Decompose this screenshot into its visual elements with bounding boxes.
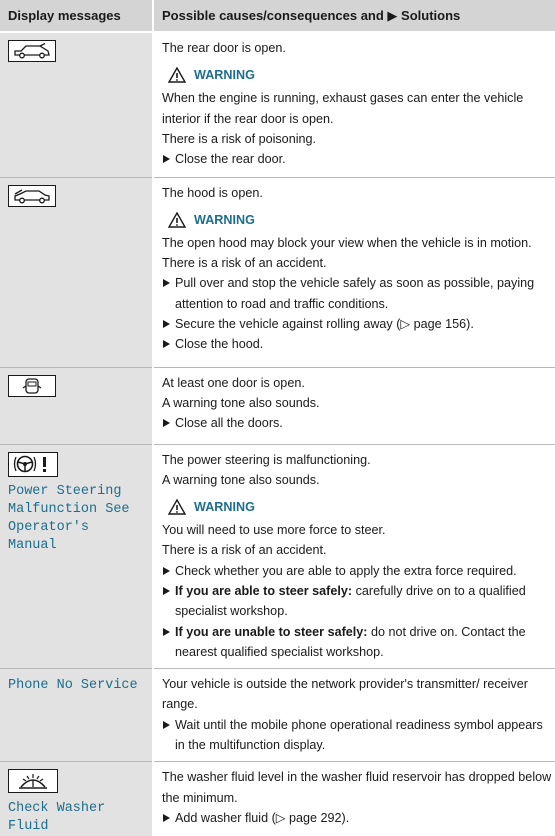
solution-bullet: Wait until the mobile phone operational readiness symbol appears in the multifunction display. (162, 715, 553, 756)
rear-door-open-icon (8, 40, 56, 62)
washer-fluid-icon (8, 769, 58, 793)
solution-bullet: Check whether you are able to apply the extra force required. (162, 561, 553, 581)
description-line: The rear door is open. (162, 41, 286, 55)
description-line: The washer fluid level in the washer fluid reservoir has dropped below the minimum. (162, 770, 552, 805)
description-cell (153, 669, 555, 762)
display-cell (0, 762, 153, 836)
description-line: Your vehicle is outside the network provider's transmitter/ receiver range. (162, 677, 528, 712)
table-row (0, 444, 555, 669)
table-row (0, 762, 555, 836)
solution-bullet: Close the rear door. (162, 149, 553, 169)
warning-text: The open hood may block your view when the vehicle is in motion. (162, 235, 532, 250)
column-header-causes-solutions: Possible causes/consequences and ▶ Solutions (153, 0, 555, 32)
steering-warning-icon (8, 452, 58, 477)
display-cell (0, 32, 153, 177)
solution-bullet: Close the hood. (162, 334, 553, 354)
display-message: Check Washer Fluid (8, 800, 106, 834)
description-line: The power steering is malfunctioning. (162, 452, 371, 467)
warning-label: WARNING (194, 68, 255, 83)
display-cell (0, 177, 153, 367)
warning-heading (168, 496, 553, 518)
description-line: A warning tone also sounds. (162, 395, 320, 410)
warning-text: There is a risk of an accident. (162, 256, 327, 271)
warning-triangle-icon (168, 67, 186, 83)
description-cell (153, 32, 555, 177)
warning-heading (168, 209, 553, 231)
door-open-icon (8, 375, 56, 397)
warning-text: When the engine is running, exhaust gases can enter the vehicle interior if the rear door is open. (162, 91, 524, 126)
description-line: At least one door is open. (162, 375, 305, 390)
description-cell (153, 367, 555, 444)
description-cell (153, 444, 555, 669)
display-message: Power Steering Malfunction See Operator's Manual (8, 484, 130, 554)
table-row (0, 367, 555, 444)
solution-bullet: Secure the vehicle against rolling away (▷ page 156). (162, 314, 553, 334)
display-message: Phone No Service (8, 678, 138, 694)
table-row (0, 177, 555, 367)
solution-bullet: Close all the doors. (162, 413, 553, 433)
description-cell (153, 762, 555, 836)
solution-bullet (162, 622, 553, 663)
warning-heading (168, 64, 553, 86)
solution-bullet: Pull over and stop the vehicle safely as soon as possible, paying attention to road and traffic conditions. (162, 273, 553, 314)
warning-text: You will need to use more force to steer. (162, 523, 386, 538)
bullet-text: carefully drive on to a qualified specialist workshop. (175, 583, 526, 619)
warning-label: WARNING (194, 499, 255, 514)
table-row (0, 32, 555, 177)
warning-triangle-icon (168, 499, 186, 515)
description-line: The hood is open. (162, 185, 263, 200)
display-cell (0, 669, 153, 762)
warning-text: There is a risk of an accident. (162, 543, 327, 558)
bullet-bold-text: If you are unable to steer safely: (175, 624, 368, 639)
description-cell (153, 177, 555, 367)
solution-bullet (162, 581, 553, 622)
display-cell (0, 444, 153, 669)
bullet-text: do not drive on. Contact the nearest qualified specialist workshop. (175, 624, 526, 659)
hood-open-icon (8, 185, 56, 207)
bullet-bold-text: If you are able to steer safely: (175, 583, 353, 598)
display-cell (0, 367, 153, 444)
warning-triangle-icon (168, 212, 186, 228)
warning-text: There is a risk of poisoning. (162, 131, 316, 146)
solution-bullet: Add washer fluid (▷ page 292). (162, 808, 553, 828)
description-line: A warning tone also sounds. (162, 472, 320, 487)
warning-label: WARNING (194, 212, 255, 227)
column-header-display-messages: Display messages (0, 0, 153, 32)
table-row (0, 669, 555, 762)
